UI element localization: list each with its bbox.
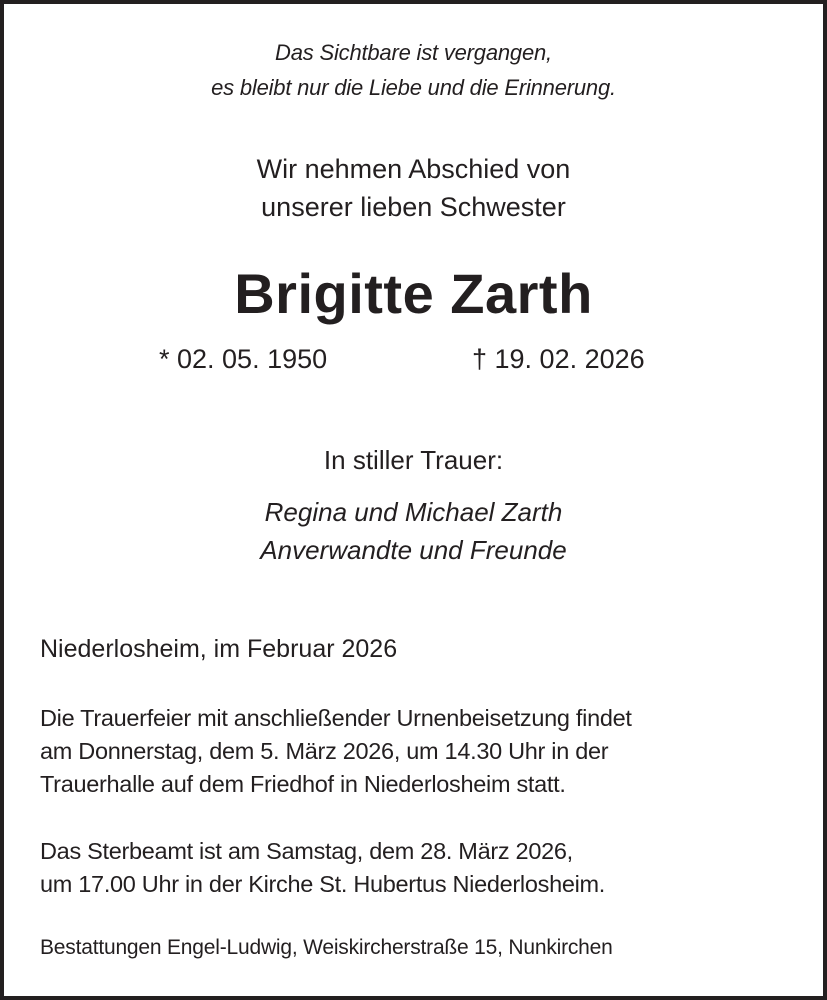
intro-line-1: Wir nehmen Abschied von [256,154,571,184]
intro-line-2: unserer lieben Schwester [261,192,566,222]
requiem-line-2: um 17.00 Uhr in der Kirche St. Hubertus Niederlosheim. [40,871,606,897]
funeral-line-3: Trauerhalle auf dem Friedhof in Niederlosheim statt. [40,771,566,797]
mourners-line-1: Regina und Michael Zarth [264,497,563,527]
funeral-line-2: am Donnerstag, dem 5. März 2026, um 14.30 Uhr in der [40,738,609,764]
birth-date: * 02. 05. 1950 [159,344,328,374]
funeral-line-1: Die Trauerfeier mit anschließender Urnenbeisetzung findet [40,705,632,731]
requiem-line-1: Das Sterbeamt ist am Samstag, dem 28. März 2026, [40,838,573,864]
deceased-name: Brigitte Zarth [234,262,593,325]
mourners-line-2: Anverwandte und Freunde [260,535,567,565]
death-date: † 19. 02. 2026 [472,344,645,374]
undertaker-info: Bestattungen Engel-Ludwig, Weiskircherstraße 15, Nunkirchen [40,936,613,959]
mourners-heading: In stiller Trauer: [323,445,504,475]
motto-line-1: Das Sichtbare ist vergangen, [275,40,552,65]
place-date: Niederlosheim, im Februar 2026 [40,635,398,663]
motto-line-2: es bleibt nur die Liebe und die Erinnerung. [211,75,616,100]
